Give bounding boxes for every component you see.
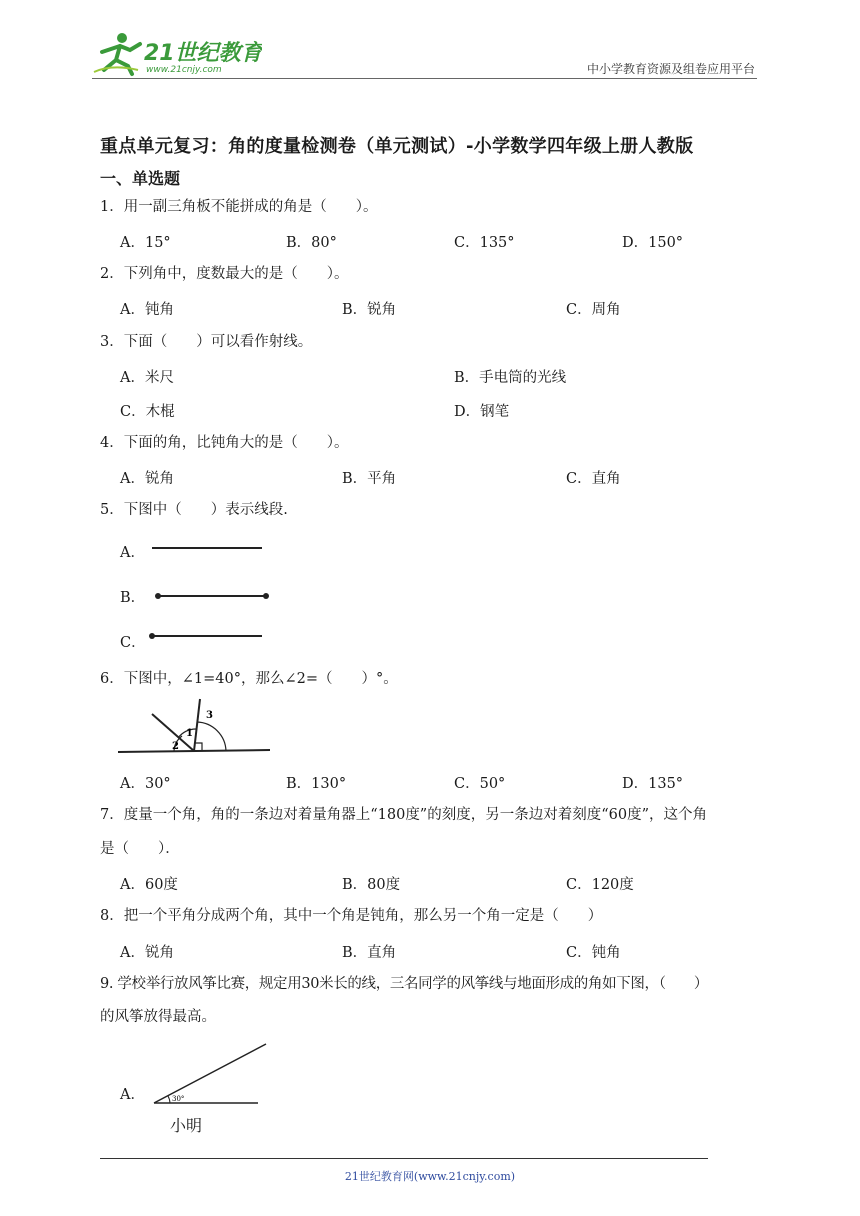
q8-option-a: A．锐角: [120, 945, 174, 961]
question-8-stem: 8．把一个平角分成两个角，其中一个角是钝角，那么另一个角一定是（ ）: [100, 908, 603, 924]
endpoint: [263, 593, 269, 599]
q1-option-b: B．80°: [286, 235, 337, 251]
q9-figure-name: 小明: [170, 1116, 203, 1135]
kite-string: [154, 1044, 266, 1103]
angle-label-2: 2: [172, 741, 179, 752]
q1-option-c: C．135°: [454, 235, 515, 251]
q5-option-c: C．: [120, 635, 146, 651]
question-3-stem: 3．下面（ ）可以看作射线。: [100, 334, 313, 350]
q3-option-d: D．钢笔: [454, 404, 510, 420]
q3-option-b: B．手电筒的光线: [454, 370, 567, 386]
section-heading: 一、单选题: [100, 169, 181, 188]
q9-option-a: A．: [120, 1087, 145, 1103]
logo-url: www.21cnjy.com: [146, 65, 222, 75]
question-2-stem: 2．下列角中，度数最大的是（ ）。: [100, 266, 349, 282]
header-divider: [92, 78, 757, 79]
question-5-stem: 5．下图中（ ）表示线段.: [100, 502, 288, 518]
q3-option-c: C．木棍: [120, 404, 175, 420]
endpoint: [149, 633, 155, 639]
footer-text: 21世纪教育网(www.21cnjy.com): [344, 1170, 516, 1183]
page-title: 重点单元复习：角的度量检测卷（单元测试）-小学数学四年级上册人教版: [100, 136, 694, 157]
q5-line-figures: [140, 536, 280, 646]
question-9-stem-line2: 的风筝放得最高。: [100, 1009, 216, 1025]
q6-option-d: D．135°: [622, 776, 684, 792]
question-1-stem: 1．用一副三角板不能拼成的角是（ ）。: [100, 199, 378, 215]
q4-option-c: C．直角: [566, 471, 621, 487]
footer-divider: [100, 1158, 708, 1159]
q2-option-b: B．锐角: [342, 302, 397, 318]
q4-option-a: A．锐角: [120, 471, 174, 487]
q1-option-d: D．150°: [622, 235, 684, 251]
q6-option-c: C．50°: [454, 776, 506, 792]
angle-label-1: 1: [186, 728, 193, 739]
q5-option-a: A．: [120, 545, 145, 561]
q8-option-b: B．直角: [342, 945, 397, 961]
q9-kite-angle-figure: [150, 1040, 270, 1110]
q2-option-a: A．钝角: [120, 302, 174, 318]
q3-option-a: A．米尺: [120, 370, 174, 386]
q6-option-a: A．30°: [120, 776, 171, 792]
question-6-stem: 6．下图中，∠1=40°，那么∠2=（ ）°。: [100, 671, 398, 687]
angle-label-3: 3: [206, 710, 213, 721]
question-4-stem: 4．下面的角，比钝角大的是（ ）。: [100, 435, 349, 451]
q5-option-b: B．: [120, 590, 146, 606]
q2-option-c: C．周角: [566, 302, 621, 318]
angle-arc: [168, 1096, 170, 1103]
q4-option-b: B．平角: [342, 471, 397, 487]
logo-text: 21世纪教育: [144, 41, 262, 66]
endpoint: [155, 593, 161, 599]
q8-option-c: C．钝角: [566, 945, 621, 961]
platform-tagline: 中小学教育资源及组卷应用平台: [586, 62, 755, 76]
q6-option-b: B．130°: [286, 776, 347, 792]
site-logo: [92, 30, 262, 78]
q7-option-a: A．60度: [120, 877, 178, 893]
question-7-stem-line2: 是（ ）．: [100, 841, 180, 857]
q7-option-b: B．80度: [342, 877, 401, 893]
q6-angle-figure: [116, 696, 276, 760]
q1-option-a: A．15°: [120, 235, 171, 251]
q7-option-c: C．120度: [566, 877, 634, 893]
angle-value-label: 30°: [172, 1095, 185, 1103]
question-9-stem-line1: 9. 学校举行放风筝比赛，规定用30米长的线，三名同学的风筝线与地面形成的角如下图，（ ）: [100, 976, 709, 992]
angle-arc-3: [197, 722, 226, 751]
question-7-stem-line1: 7．度量一个角，角的一条边对着量角器上“180度”的刻度，另一条边对着刻度“60度”，这个角: [100, 807, 708, 823]
